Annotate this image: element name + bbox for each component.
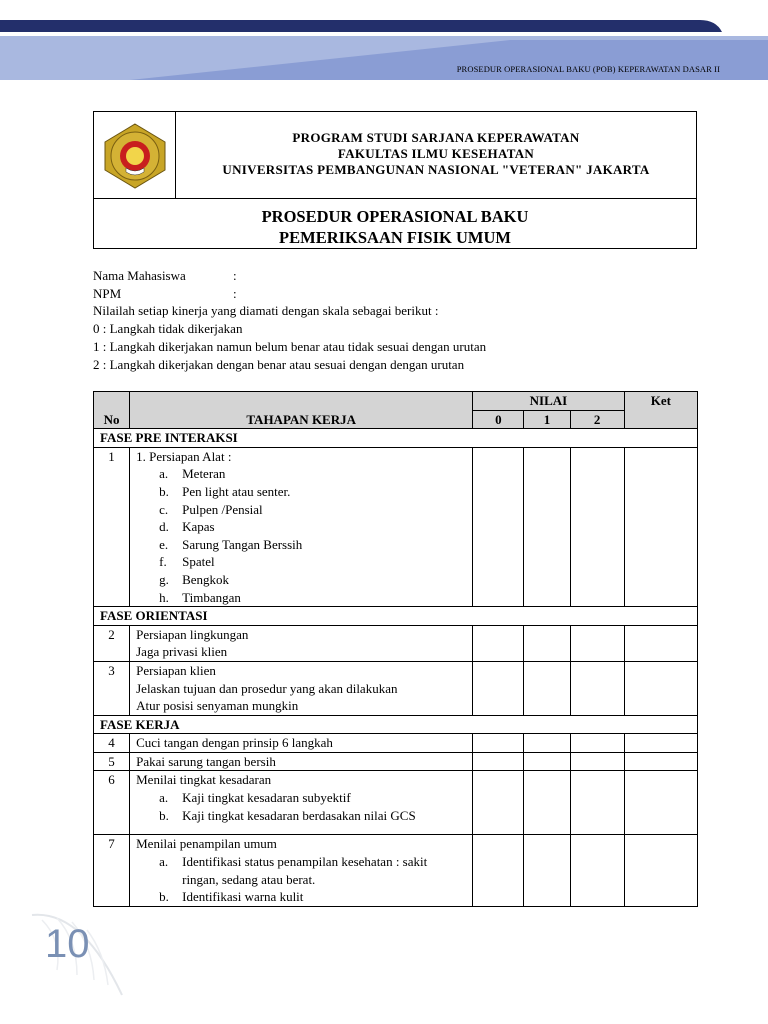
col-no-header: No — [94, 392, 130, 429]
institution-name — [176, 112, 696, 198]
table-row — [94, 661, 698, 715]
page-number: 10 — [45, 922, 90, 966]
score-cell-2[interactable] — [570, 752, 624, 771]
scale-0: 0 : Langkah tidak dikerjakan — [93, 321, 243, 337]
score-cell-2[interactable] — [570, 447, 624, 606]
score-cell-1[interactable] — [524, 447, 570, 606]
table-row — [94, 835, 698, 906]
scale-1: 1 : Langkah dikerjakan namun belum benar atau tidak sesuai dengan urutan — [93, 338, 487, 354]
list-item: a. Kaji tingkat kesadaran subyektif — [159, 790, 351, 806]
faculty-name: FAKULTAS ILMU KESEHATAN — [337, 146, 535, 161]
phase-pre-interaction: FASE PRE INTERAKSI — [94, 429, 698, 448]
col-task-header: TAHAPAN KERJA — [130, 392, 473, 429]
score-cell-0[interactable] — [473, 771, 524, 835]
task-line: Persiapan klien — [136, 662, 216, 678]
table-row — [94, 752, 698, 771]
list-item-continuation: ringan, sedang atau berat. — [182, 871, 316, 887]
col-score-header: NILAI — [473, 392, 624, 411]
score-cell-0[interactable] — [473, 752, 524, 771]
task-cell — [130, 771, 473, 835]
list-item: f. Spatel — [159, 554, 215, 570]
ket-cell[interactable] — [624, 771, 697, 835]
task-line: Persiapan lingkungan — [136, 626, 249, 642]
name-label: Nama Mahasiswa — [93, 268, 186, 283]
score-cell-2[interactable] — [570, 835, 624, 906]
phase-work: FASE KERJA — [94, 715, 698, 734]
document-title — [94, 198, 696, 248]
university-name: UNIVERSITAS PEMBANGUNAN NASIONAL "VETERAN" JAKARTA — [222, 162, 650, 177]
task-line: Jelaskan tujuan dan prosedur yang akan dilakukan — [136, 680, 398, 696]
task-title: 1. Persiapan Alat : — [136, 448, 232, 464]
row-number: 3 — [94, 661, 130, 715]
title-line-2: PEMERIKSAAN FISIK UMUM — [279, 228, 511, 247]
table-header-row-1 — [94, 392, 698, 411]
task-cell — [130, 661, 473, 715]
list-item: b. Kaji tingkat kesadaran berdasakan nilai GCS — [159, 807, 416, 823]
npm-row — [93, 285, 486, 303]
task-cell — [130, 625, 473, 661]
row-number: 7 — [94, 835, 130, 906]
list-item: g. Bengkok — [159, 571, 230, 587]
table-row — [94, 625, 698, 661]
table-row — [94, 771, 698, 835]
table-row — [94, 734, 698, 753]
col-ket-header: Ket — [624, 392, 697, 429]
score-cell-1[interactable] — [524, 734, 570, 753]
task-line: Jaga privasi klien — [136, 644, 228, 660]
score-cell-2[interactable] — [570, 771, 624, 835]
list-item: h. Timbangan — [159, 589, 241, 605]
col-score-0: 0 — [473, 410, 524, 429]
ket-cell[interactable] — [624, 835, 697, 906]
row-number: 4 — [94, 734, 130, 753]
task-cell — [130, 447, 473, 606]
score-cell-0[interactable] — [473, 447, 524, 606]
name-colon: : — [233, 268, 237, 283]
ket-cell[interactable] — [624, 752, 697, 771]
task-cell — [130, 835, 473, 906]
score-cell-1[interactable] — [524, 625, 570, 661]
score-cell-1[interactable] — [524, 752, 570, 771]
title-line-1: PROSEDUR OPERASIONAL BAKU — [261, 207, 529, 226]
score-cell-0[interactable] — [473, 625, 524, 661]
instruction-text: Nilailah setiap kinerja yang diamati dengan skala sebagai berikut : — [93, 303, 439, 319]
task-line: Menilai penampilan umum — [136, 836, 277, 852]
phase-orientation: FASE ORIENTASI — [94, 607, 698, 626]
list-item: b. Identifikasi warna kulit — [159, 889, 304, 905]
running-header: PROSEDUR OPERASIONAL BAKU (POB) KEPERAWATAN DASAR II — [456, 64, 720, 74]
university-seal-icon — [94, 112, 176, 198]
table-row — [94, 447, 698, 606]
logo-cell — [94, 112, 176, 198]
student-info — [93, 267, 486, 373]
ket-cell[interactable] — [624, 661, 697, 715]
score-cell-0[interactable] — [473, 734, 524, 753]
task-cell: Pakai sarung tangan bersih — [130, 752, 473, 771]
row-number: 2 — [94, 625, 130, 661]
name-row — [93, 267, 486, 285]
row-number: 6 — [94, 771, 130, 835]
npm-colon: : — [233, 285, 237, 301]
score-cell-0[interactable] — [473, 661, 524, 715]
list-item: e. Sarung Tangan Berssih — [159, 536, 303, 552]
score-cell-0[interactable] — [473, 835, 524, 906]
task-line: Menilai tingkat kesadaran — [136, 772, 272, 788]
list-item: a. Identifikasi status penampilan kesehatan : sakit — [159, 854, 428, 870]
list-item: a. Meteran — [159, 466, 226, 482]
program-name: PROGRAM STUDI SARJANA KEPERAWATAN — [292, 130, 580, 145]
list-item: b. Pen light atau senter. — [159, 483, 291, 499]
col-score-1: 1 — [524, 410, 570, 429]
score-cell-2[interactable] — [570, 625, 624, 661]
row-number: 5 — [94, 752, 130, 771]
ket-cell[interactable] — [624, 734, 697, 753]
list-item: c. Pulpen /Pensial — [159, 501, 263, 517]
row-number: 1 — [94, 447, 130, 606]
list-item: d. Kapas — [159, 519, 215, 535]
score-cell-1[interactable] — [524, 771, 570, 835]
npm-label: NPM — [93, 285, 122, 301]
procedure-table — [93, 391, 698, 907]
score-cell-2[interactable] — [570, 734, 624, 753]
score-cell-1[interactable] — [524, 835, 570, 906]
score-cell-1[interactable] — [524, 661, 570, 715]
col-score-2: 2 — [570, 410, 624, 429]
task-line: Atur posisi senyaman mungkin — [136, 698, 299, 714]
ket-cell[interactable] — [624, 625, 697, 661]
document-header-box — [93, 111, 697, 249]
score-cell-2[interactable] — [570, 661, 624, 715]
ket-cell[interactable] — [624, 447, 697, 606]
task-cell: Cuci tangan dengan prinsip 6 langkah — [130, 734, 473, 753]
scale-2: 2 : Langkah dikerjakan dengan benar atau sesuai dengan dengan urutan — [93, 356, 465, 372]
